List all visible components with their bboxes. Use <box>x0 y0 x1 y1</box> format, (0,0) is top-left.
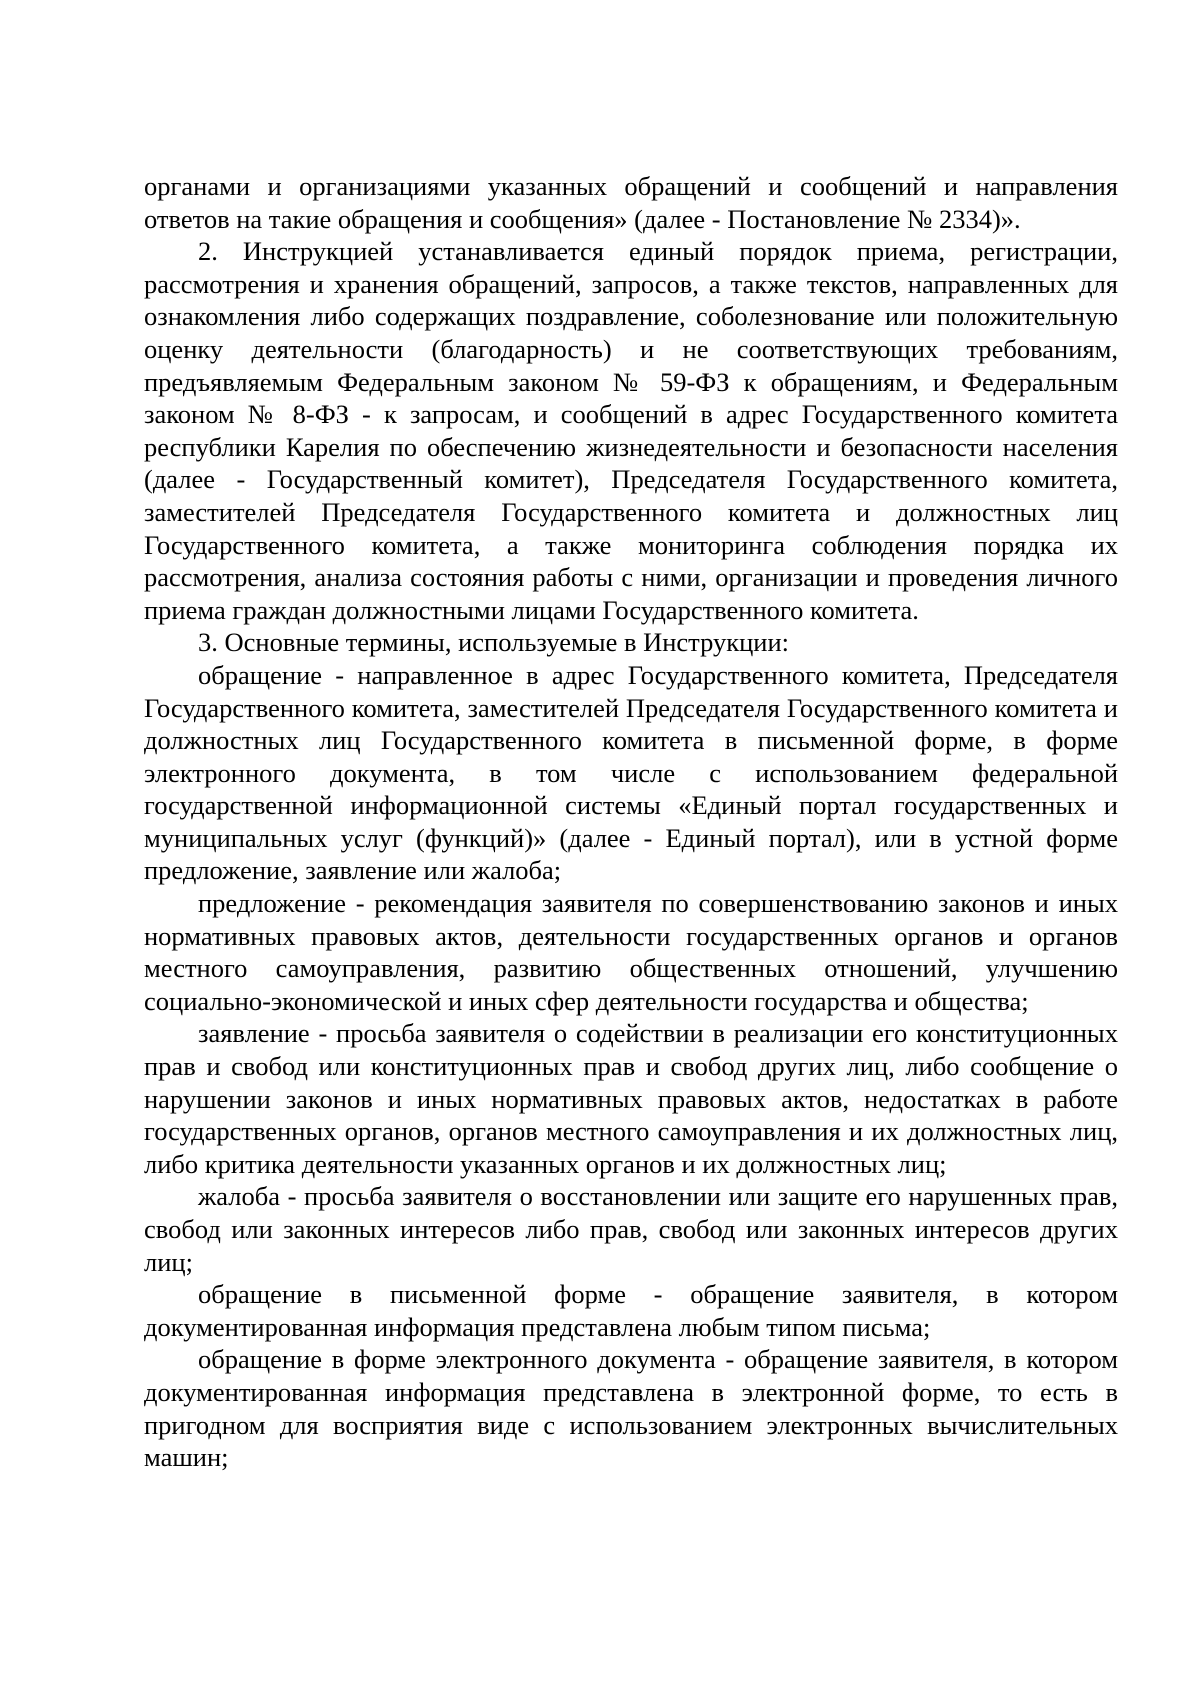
document-body <box>144 170 1118 1474</box>
paragraph-continuation: органами и организациями указанных обращений и сообщений и направления ответов на такие обращения и сообщения» (далее - Постановление № 2334)». <box>144 171 1118 234</box>
definition-obrashchenie: обращение - направленное в адрес Государственного комитета, Председателя Государственного комитета, заместителей Председателя Государственного комитета и должностных лиц Государственного комитета в письменной форме, в форме электронного документа, в том числе с использованием федеральной государственной информационной системы «Единый портал государственных и муниципальных услуг (функций)» (далее - Единый портал), или в устной форме предложение, заявление или жалоба; <box>144 659 1118 886</box>
paragraph-item-3: 3. Основные термины, используемые в Инструкции: <box>198 627 790 658</box>
definition-zayavlenie: заявление - просьба заявителя о содействии в реализации его конституционных прав и свобод или конституционных прав и свобод других лиц, либо сообщение о нарушении законов и иных нормативных правовых актов, недостатках в работе государственных органов, органов местного самоуправления и их должностных лиц, либо критика деятельности указанных органов и их должностных лиц; <box>144 1018 1118 1179</box>
definition-electronic-form: обращение в форме электронного документа - обращение заявителя, в котором документированная информация представлена в электронной форме, то есть в пригодном для восприятия виде с использованием электронных вычислительных машин; <box>144 1344 1118 1473</box>
definition-zhaloba: жалоба - просьба заявителя о восстановлении или защите его нарушенных прав, свобод или законных интересов либо прав, свобод или законных интересов других лиц; <box>144 1181 1118 1277</box>
definition-written-form: обращение в письменной форме - обращение заявителя, в котором документированная информация представлена любым типом письма; <box>144 1279 1118 1342</box>
paragraph-item-2: 2. Инструкцией устанавливается единый порядок приема, регистрации, рассмотрения и хранения обращений, запросов, а также текстов, направленных для ознакомления либо содержащих поздравление, соболезнование или положительную оценку деятельности (благодарность) и не соответствующих требованиям, предъявляемым Федеральным законом № 59-ФЗ к обращениям, и Федеральным законом № 8-ФЗ - к запросам, и сообщений в адрес Государственного комитета республики Карелия по обеспечению жизнедеятельности и безопасности населения (далее - Государственный комитет), Председателя Государственного комитета, заместителей Председателя Государственного комитета и должностных лиц Государственного комитета, а также мониторинга соблюдения порядка их рассмотрения, анализа состояния работы с ними, организации и проведения личного приема граждан должностными лицами Государственного комитета. <box>144 236 1118 625</box>
definition-predlozhenie: предложение - рекомендация заявителя по совершенствованию законов и иных нормативных правовых актов, деятельности государственных органов и органов местного самоуправления, развитию общественных отношений, улучшению социально-экономической и иных сфер деятельности государства и общества; <box>144 888 1118 1016</box>
